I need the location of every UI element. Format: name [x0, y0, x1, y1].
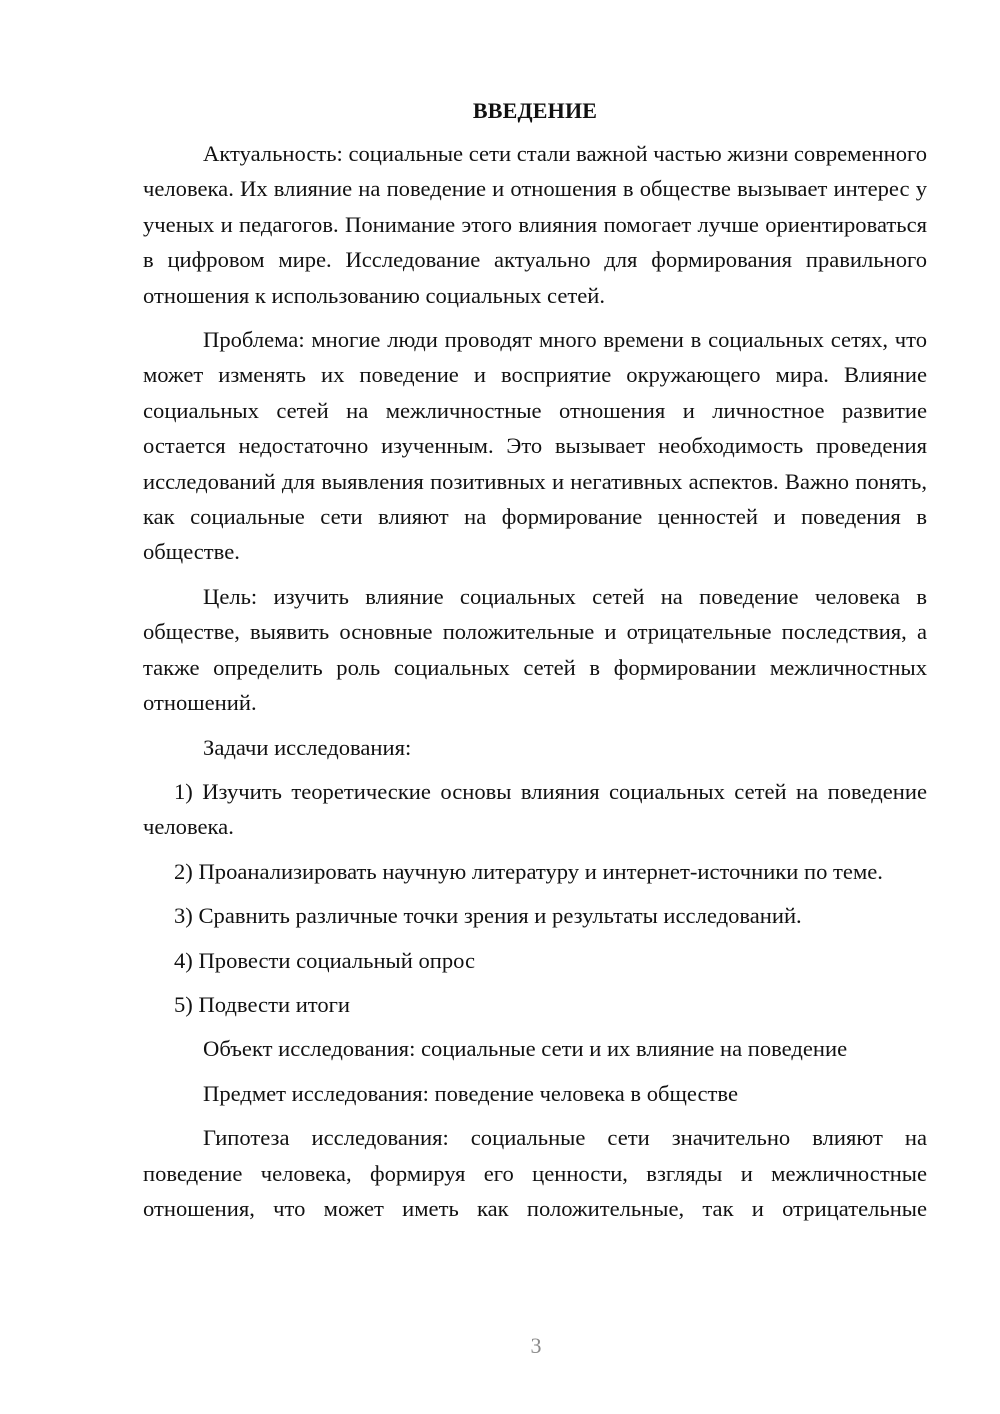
relevance-paragraph: Актуальность: социальные сети стали важной частью жизни современного человека. Их влияние на поведение и отношения в обществе вызывает интерес у ученых и педагогов. Понимание этого влияния помогает лучше ориентироваться в цифровом мире. Исследование актуально для формирования правильного отношения к использованию социальных сетей.	[143, 141, 927, 308]
task-item-4: 4) Провести социальный опрос	[174, 947, 476, 973]
hypothesis-paragraph: Гипотеза исследования: социальные сети значительно влияют на поведение человека, формируя его ценности, взгляды и межличностные отношения, что может иметь как положительные, так и отрицательные	[143, 1125, 927, 1221]
task-item-2: 2) Проанализировать научную литературу и интернет-источники по теме.	[174, 858, 883, 884]
task-item-1: 1) Изучить теоретические основы влияния социальных сетей на поведение человека.	[143, 778, 927, 840]
object-paragraph: Объект исследования: социальные сети и их влияние на поведение	[203, 1036, 848, 1062]
problem-paragraph: Проблема: многие люди проводят много времени в социальных сетях, что может изменять их поведение и восприятие окружающего мира. Влияние социальных сетей на межличностные отношения и личностное развитие остается недостаточно изученным. Это вызывает необходимость проведения исследований для выявления позитивных и негативных аспектов. Важно понять, как социальные сети влияют на формирование ценностей и поведения в обществе.	[143, 327, 927, 565]
section-heading: ВВЕДЕНИЕ	[472, 98, 598, 123]
task-item-3: 3) Сравнить различные точки зрения и результаты исследований.	[174, 903, 802, 929]
subject-paragraph: Предмет исследования: поведение человека в обществе	[203, 1080, 738, 1106]
page-number: 3	[530, 1333, 542, 1358]
page-body	[143, 95, 927, 1235]
goal-paragraph: Цель: изучить влияние социальных сетей на поведение человека в обществе, выявить основные положительные и отрицательные последствия, а также определить роль социальных сетей в формировании межличностных отношений.	[143, 583, 927, 716]
task-item-5: 5) Подвести итоги	[174, 991, 351, 1017]
tasks-title: Задачи исследования:	[203, 734, 412, 760]
